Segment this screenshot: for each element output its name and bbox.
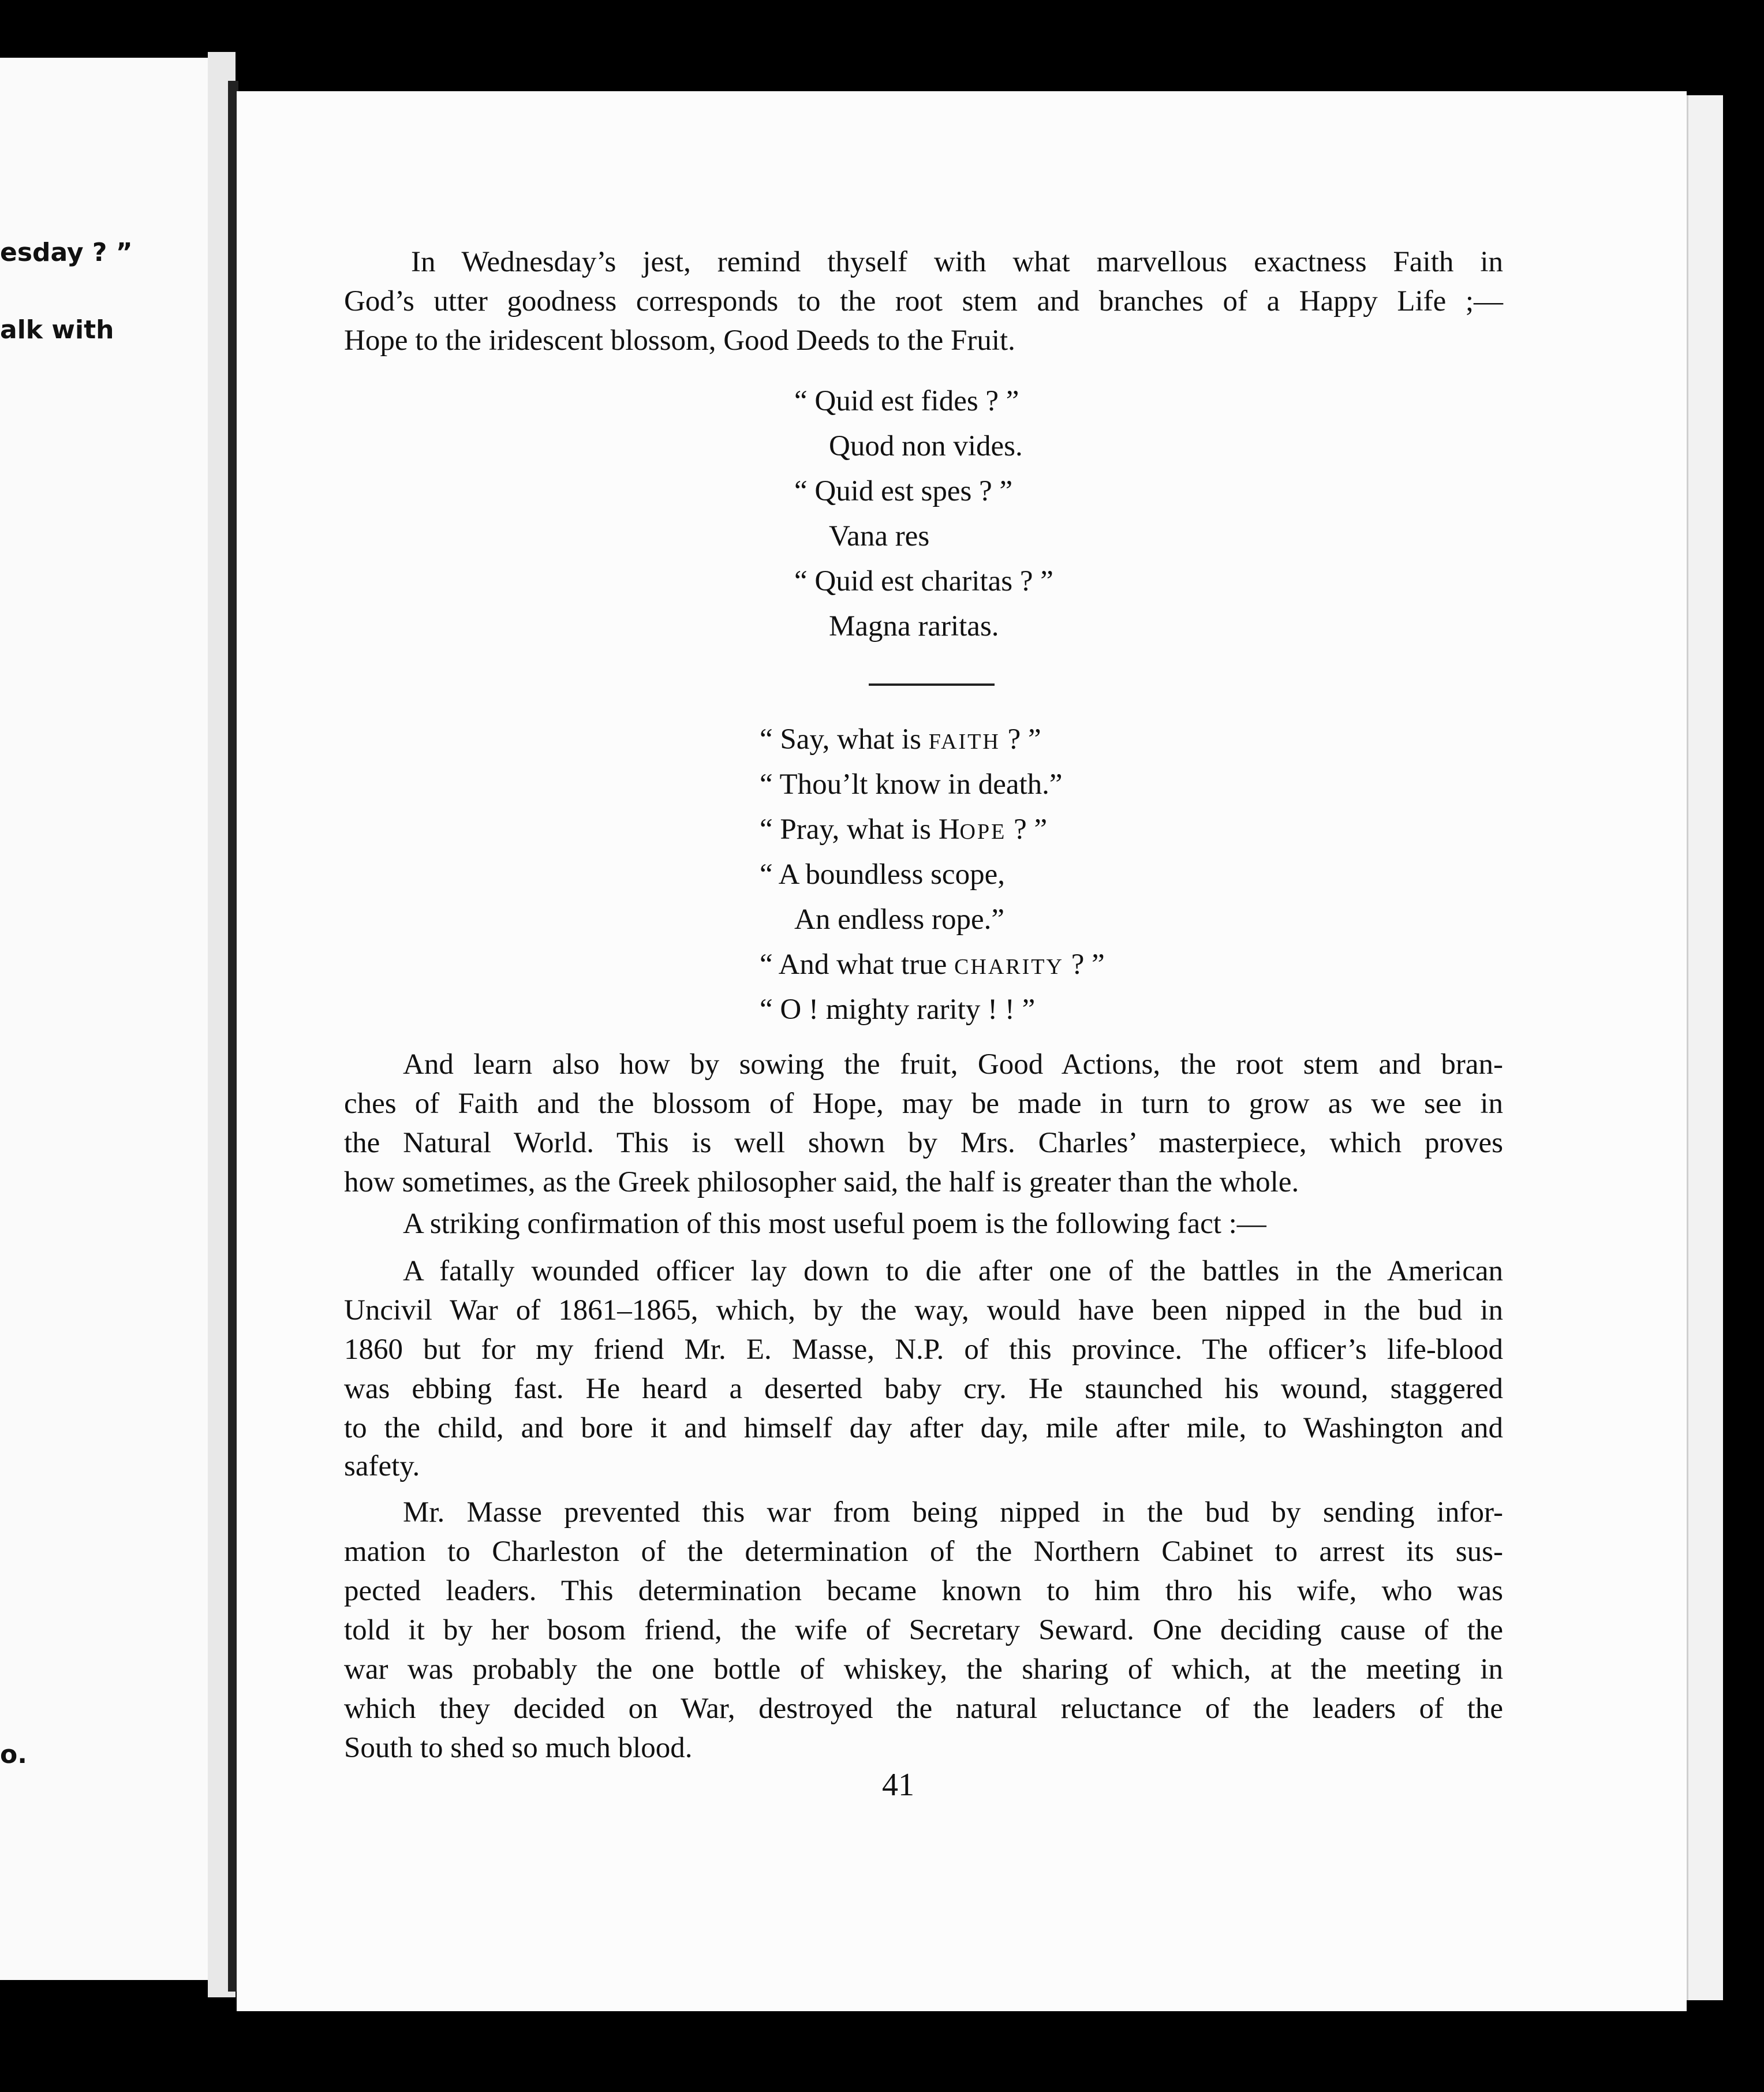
text-line: Hope to the iridescent blossom, Good Deeds to the Fruit. [344, 324, 1015, 357]
verse-line: “ Pray, what is HOPE ? ” [760, 813, 1048, 846]
verse-line: “ Say, what is FAITH ? ” [760, 723, 1041, 756]
verse-line: Quod non vides. [829, 430, 1023, 462]
text-line: mation to Charleston of the determination of the Northern Cabinet to arrest its sus- [344, 1536, 1503, 1568]
paragraph-confirmation: A striking confirmation of this most useful poem is the following fact :— [403, 1208, 1266, 1240]
text-line: to the child, and bore it and himself day after day, mile after mile, to Washington and [344, 1412, 1503, 1444]
text-line: Mr. Masse prevented this war from being nipped in the bud by sending infor- [403, 1496, 1503, 1529]
text-line: In Wednesday’s jest, remind thyself with what marvellous exactness Faith in [411, 246, 1503, 278]
facing-page [0, 58, 208, 1980]
verse-line: “ Thou’lt know in death.” [760, 768, 1063, 801]
section-divider [869, 683, 995, 686]
facing-page-fragment: esday ? ” [0, 238, 133, 267]
verse-line: An endless rope.” [794, 903, 1004, 936]
text-line: God’s utter goodness corresponds to the root stem and branches of a Happy Life ;— [344, 285, 1503, 317]
verse-line: “ Quid est fides ? ” [794, 385, 1019, 417]
text-line: Uncivil War of 1861–1865, which, by the way, would have been nipped in the bud in [344, 1294, 1503, 1327]
text-line: And learn also how by sowing the fruit, Good Actions, the root stem and bran- [403, 1048, 1503, 1081]
verse-line: “ Quid est charitas ? ” [794, 565, 1053, 597]
verse-line: “ O ! mighty rarity ! ! ” [760, 993, 1036, 1026]
verse-line: “ And what true CHARITY ? ” [760, 948, 1105, 981]
text-line: told it by her bosom friend, the wife of Secretary Seward. One deciding cause of the [344, 1614, 1503, 1646]
text-line: the Natural World. This is well shown by Mrs. Charles’ masterpiece, which proves [344, 1127, 1503, 1159]
text-line: A fatally wounded officer lay down to die after one of the battles in the American [403, 1255, 1503, 1287]
page-edge [1687, 95, 1723, 2000]
facing-page-fragment: alk with [0, 315, 114, 345]
verse-line: Vana res [829, 520, 930, 552]
facing-page-fragment: o. [0, 1740, 27, 1769]
text-line: which they decided on War, destroyed the natural reluctance of the leaders of the [344, 1693, 1503, 1725]
text-line: how sometimes, as the Greek philosopher said, the half is greater than the whole. [344, 1166, 1299, 1198]
text-line: ches of Faith and the blossom of Hope, may be made in turn to grow as we see in [344, 1088, 1503, 1120]
verse-line: “ A boundless scope, [760, 858, 1005, 891]
verse-line: “ Quid est spes ? ” [794, 475, 1013, 507]
text-line: South to shed so much blood. [344, 1732, 693, 1764]
text-line: war was probably the one bottle of whiskey, the sharing of which, at the meeting in [344, 1653, 1503, 1686]
text-line: safety. [344, 1450, 420, 1482]
verse-line: Magna raritas. [829, 610, 999, 642]
page-number: 41 [882, 1767, 914, 1803]
text-line: pected leaders. This determination became known to him thro his wife, who was [344, 1575, 1503, 1607]
text-line: 1860 but for my friend Mr. E. Masse, N.P. of this province. The officer’s life-blood [344, 1333, 1503, 1366]
text-line: was ebbing fast. He heard a deserted baby cry. He staunched his wound, staggered [344, 1373, 1503, 1405]
